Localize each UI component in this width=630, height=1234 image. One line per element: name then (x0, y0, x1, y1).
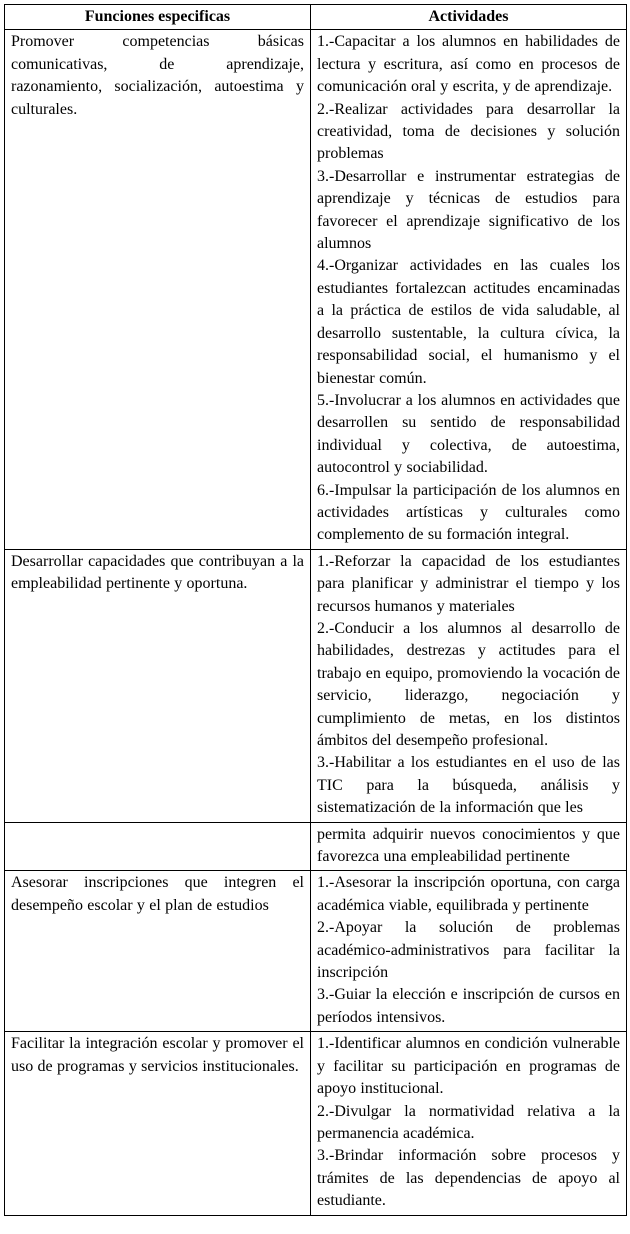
funcion-cell (5, 822, 311, 871)
actividades-cell (311, 1032, 627, 1215)
actividad-item: 3.-Guiar la elección e inscripción de cursos en períodos intensivos. (317, 986, 620, 1026)
funcion-text: Asesorar inscripciones que integren el desempeño escolar y el plan de estudios (11, 874, 304, 914)
funcion-cell (5, 549, 311, 822)
actividad-item: 3.-Habilitar a los estudiantes en el uso de las TIC para la búsqueda, análisis y sistematización de la información que les (317, 754, 620, 817)
actividades-cell (311, 822, 627, 871)
actividad-item: 3.-Brindar información sobre procesos y trámites de las dependencias de apoyo al estudiante. (317, 1147, 620, 1210)
funcion-text: Desarrollar capacidades que contribuyan a la empleabilidad pertinente y oportuna. (11, 552, 304, 593)
table-header-row (5, 5, 627, 30)
actividades-cell (311, 549, 627, 822)
actividad-item: 2.-Apoyar la solución de problemas académico-administrativos para facilitar la inscripción (317, 919, 620, 982)
funcion-text: Promover competencias básicas comunicativas, de aprendizaje, razonamiento, socialización, autoestima y culturales. (11, 33, 304, 118)
actividad-item: permita adquirir nuevos conocimientos y que favorezca una empleabilidad pertinente (317, 825, 620, 866)
funcion-text: Facilitar la integración escolar y promover el uso de programas y servicios institucionales. (11, 1035, 304, 1075)
actividad-item: 5.-Involucrar a los alumnos en actividades que desarrollen su sentido de responsabilidad individual y colectiva, de autoestima, autocontrol y sociabilidad. (317, 391, 620, 477)
table-row (5, 1032, 627, 1215)
table-row (5, 822, 627, 871)
functions-activities-table (4, 4, 627, 1216)
table-body (5, 30, 627, 1215)
funcion-cell (5, 30, 311, 549)
actividad-item: 6.-Impulsar la participación de los alumnos en actividades artísticas y culturales como complemento de su formación integral. (317, 481, 620, 544)
actividad-item: 2.-Realizar actividades para desarrollar la creatividad, toma de decisiones y solución problemas (317, 100, 620, 163)
actividad-item: 1.-Capacitar a los alumnos en habilidades de lectura y escritura, así como en procesos de comunicación oral y escrita, y de aprendizaje. (317, 33, 620, 96)
header-actividades: Actividades (311, 5, 627, 30)
actividad-item: 1.-Asesorar la inscripción oportuna, con carga académica viable, equilibrada y pertinente (317, 874, 620, 914)
actividades-cell (311, 871, 627, 1032)
table-row (5, 549, 627, 822)
actividad-item: 2.-Divulgar la normatividad relativa a la permanencia académica. (317, 1102, 620, 1142)
table-row (5, 871, 627, 1032)
actividad-item: 4.-Organizar actividades en las cuales los estudiantes fortalezcan actitudes encaminadas a la práctica de estilos de vida saludable, al desarrollo sustentable, la cultura cívica, la responsabilidad social, el humanismo y el bienestar común. (317, 257, 620, 387)
table-row (5, 30, 627, 549)
funcion-cell (5, 871, 311, 1032)
actividad-item: 3.-Desarrollar e instrumentar estrategias de aprendizaje y técnicas de estudios para favorecer el aprendizaje significativo de los alumnos (317, 167, 620, 253)
header-funciones-especificas: Funciones especificas (5, 5, 311, 30)
funcion-cell (5, 1032, 311, 1215)
actividades-cell (311, 30, 627, 549)
actividad-item: 1.-Reforzar la capacidad de los estudiantes para planificar y administrar el tiempo y los recursos humanos y materiales (317, 552, 620, 615)
actividad-item: 2.-Conducir a los alumnos al desarrollo de habilidades, destrezas y actitudes para el trabajo en equipo, promoviendo la vocación de servicio, liderazgo, negociación y cumplimiento de metas, en los distintos ámbitos del desempeño profesional. (317, 619, 620, 749)
actividad-item: 1.-Identificar alumnos en condición vulnerable y facilitar su participación en programas de apoyo institucional. (317, 1035, 620, 1098)
